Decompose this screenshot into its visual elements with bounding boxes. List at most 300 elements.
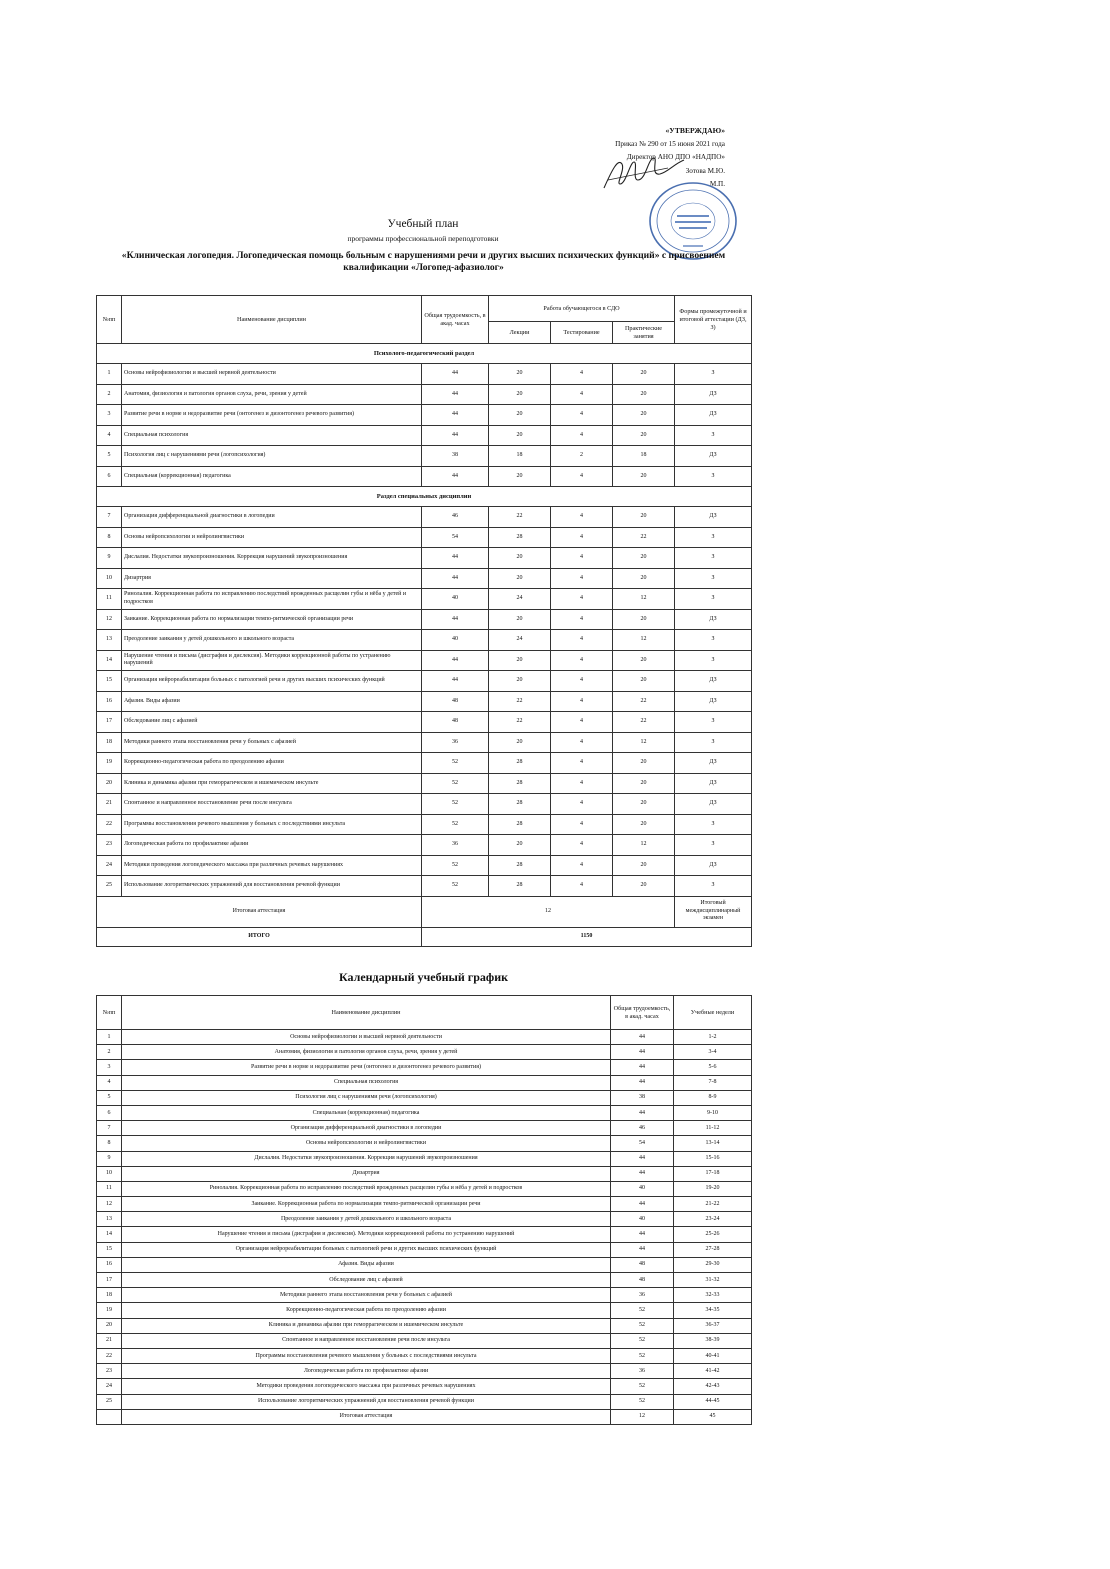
row-number: 1 [97,364,122,385]
study-weeks: 38-39 [674,1333,752,1348]
lecture-hours: 28 [489,527,551,548]
total-hours: 44 [611,1151,674,1166]
discipline-name: Преодоление заикания у детей дошкольного и школьного возраста [122,630,422,651]
table-row [97,609,752,630]
total-hours: 38 [611,1090,674,1105]
row-number: 25 [97,1394,122,1409]
discipline-name: Дислалия. Недостатки звукопроизношения. Коррекция нарушений звукопроизношения [122,548,422,569]
discipline-name: Обследование лиц с афазией [122,1273,611,1288]
row-number: 18 [97,732,122,753]
section-special [97,487,752,507]
discipline-name: Анатомия, физиология и патология органов слуха, речи, зрения у детей [122,384,422,405]
study-weeks: 11-12 [674,1121,752,1136]
cal-header-num: №пп [97,996,122,1030]
table-row [97,1364,752,1379]
row-number: 14 [97,650,122,671]
row-number: 8 [97,527,122,548]
discipline-name: Дислалия. Недостатки звукопроизношения. Коррекция нарушений звукопроизношения [122,1151,611,1166]
lecture-hours: 20 [489,425,551,446]
practice-hours: 22 [613,691,675,712]
discipline-name: Программы восстановления речевого мышления у больных с последствиями инсульта [122,814,422,835]
table-row [97,876,752,897]
total-hours: 44 [422,425,489,446]
table-row [97,364,752,385]
attestation-form: ДЗ [675,384,752,405]
testing-hours: 4 [551,364,613,385]
total-hours: 52 [611,1379,674,1394]
discipline-name: Логопедическая работа по профилактике афазии [122,1364,611,1379]
study-weeks: 21-22 [674,1197,752,1212]
practice-hours: 20 [613,405,675,426]
row-number: 22 [97,1348,122,1363]
attestation-form: З [675,814,752,835]
table-row [97,568,752,589]
discipline-name: Организация дифференциальной диагностики в логопедии [122,1121,611,1136]
table-row [97,1197,752,1212]
row-number: 15 [97,671,122,692]
col-header-lectures: Лекции [489,322,551,344]
row-number: 24 [97,855,122,876]
row-number: 10 [97,568,122,589]
total-label: ИТОГО [97,927,422,946]
attestation-form: ДЗ [675,773,752,794]
attestation-form: ДЗ [675,794,752,815]
discipline-name: Методики раннего этапа восстановления речи у больных с афазией [122,732,422,753]
total-hours: 44 [422,548,489,569]
attestation-form: ДЗ [675,446,752,467]
row-number: 4 [97,1075,122,1090]
lecture-hours: 20 [489,568,551,589]
total-hours: 44 [611,1227,674,1242]
table-row [97,384,752,405]
testing-hours: 4 [551,548,613,569]
cal-header-hours: Общая трудоемкость, в акад. часах [611,996,674,1030]
row-number: 14 [97,1227,122,1242]
testing-hours: 4 [551,732,613,753]
table-row [97,732,752,753]
table-row [97,1394,752,1409]
total-hours: 44 [611,1197,674,1212]
cal-header-weeks: Учебные недели [674,996,752,1030]
row-number: 17 [97,1273,122,1288]
approval-order: Приказ № 290 от 15 июня 2021 года [615,139,725,148]
practice-hours: 20 [613,568,675,589]
testing-hours: 4 [551,466,613,487]
total-hours: 52 [611,1303,674,1318]
lecture-hours: 22 [489,507,551,528]
table-row [97,1242,752,1257]
col-header-testing: Тестирование [551,322,613,344]
study-weeks: 25-26 [674,1227,752,1242]
lecture-hours: 20 [489,732,551,753]
final-attestation-label: Итоговая аттестация [97,896,422,927]
attestation-form: З [675,589,752,610]
discipline-name: Организация дифференциальной диагностики в логопедии [122,507,422,528]
study-weeks: 44-45 [674,1394,752,1409]
total-hours: 52 [422,773,489,794]
calendar-final-row [97,1409,752,1424]
row-number: 11 [97,589,122,610]
lecture-hours: 20 [489,364,551,385]
practice-hours: 20 [613,650,675,671]
col-header-practice: Практические занятия [613,322,675,344]
discipline-name: Основы нейрофизиологии и высшей нервной деятельности [122,1030,611,1045]
table-row [97,835,752,856]
row-number: 3 [97,405,122,426]
study-weeks: 34-35 [674,1303,752,1318]
section-special-label: Раздел специальных дисциплин [97,487,752,507]
total-hours: 44 [422,671,489,692]
table-row [97,650,752,671]
table-row [97,1166,752,1181]
discipline-name: Афазия. Виды афазии [122,691,422,712]
total-hours: 44 [611,1075,674,1090]
study-weeks: 42-43 [674,1379,752,1394]
row-number: 6 [97,1105,122,1120]
discipline-name: Организация нейрореабилитации больных с патологией речи и других высших психических функций [122,671,422,692]
study-weeks: 41-42 [674,1364,752,1379]
table-row [97,1045,752,1060]
testing-hours: 4 [551,527,613,548]
testing-hours: 4 [551,650,613,671]
attestation-form: ДЗ [675,691,752,712]
testing-hours: 4 [551,384,613,405]
row-number: 16 [97,691,122,712]
final-attestation-hours: 12 [422,896,675,927]
row-number: 6 [97,466,122,487]
discipline-name: Коррекционно-педагогическая работа по преодолению афазии [122,753,422,774]
practice-hours: 20 [613,855,675,876]
final-attestation-form: Итоговый междисциплинарный экзамен [675,896,752,927]
discipline-name: Спонтанное и направленное восстановление речи после инсульта [122,1333,611,1348]
lecture-hours: 22 [489,691,551,712]
discipline-name: Специальная (коррекционная) педагогика [122,1105,611,1120]
total-hours: 52 [422,794,489,815]
total-hours: 36 [611,1364,674,1379]
row-number: 11 [97,1181,122,1196]
lecture-hours: 28 [489,794,551,815]
discipline-name: Анатомия, физиология и патология органов слуха, речи, зрения у детей [122,1045,611,1060]
discipline-name: Нарушение чтения и письма (дисграфия и дислексия). Методики коррекционной работы по устранению нарушений [122,650,422,671]
practice-hours: 20 [613,364,675,385]
total-hours: 54 [422,527,489,548]
calendar-table [96,995,752,1425]
total-hours: 44 [611,1166,674,1181]
discipline-name: Основы нейропсихологии и нейролингвистики [122,1136,611,1151]
row-number: 20 [97,1318,122,1333]
testing-hours: 4 [551,609,613,630]
discipline-name: Нарушение чтения и письма (дисграфия и дислексия). Методики коррекционной работы по устранению нарушений [122,1227,611,1242]
final-attestation-name: Итоговая аттестация [122,1409,611,1424]
attestation-form: З [675,732,752,753]
lecture-hours: 24 [489,630,551,651]
row-number: 2 [97,384,122,405]
row-number: 5 [97,446,122,467]
testing-hours: 4 [551,691,613,712]
discipline-name: Психология лиц с нарушениями речи (логопсихология) [122,1090,611,1105]
program-name: «Клиническая логопедия. Логопедическая помощь больным с нарушениями речи и других высших психических функций» с присвоением квалификации «Логопед-афазиолог» [121,250,726,273]
lecture-hours: 24 [489,589,551,610]
table-row [97,773,752,794]
total-hours: 52 [422,855,489,876]
practice-hours: 18 [613,446,675,467]
attestation-form: З [675,364,752,385]
table-row [97,1288,752,1303]
lecture-hours: 28 [489,876,551,897]
total-hours: 44 [422,364,489,385]
testing-hours: 2 [551,446,613,467]
practice-hours: 20 [613,671,675,692]
study-weeks: 23-24 [674,1212,752,1227]
study-weeks: 9-10 [674,1105,752,1120]
attestation-form: З [675,712,752,733]
approval-name: Зотова М.Ю. [685,166,725,175]
testing-hours: 4 [551,671,613,692]
table-row [97,1257,752,1272]
table-row [97,1212,752,1227]
total-hours: 52 [422,753,489,774]
row-number: 12 [97,609,122,630]
table-row [97,507,752,528]
study-weeks: 13-14 [674,1136,752,1151]
testing-hours: 4 [551,794,613,815]
table-row [97,1227,752,1242]
table-row [97,1273,752,1288]
lecture-hours: 20 [489,835,551,856]
approval-header: «УТВЕРЖДАЮ» [665,126,725,135]
total-hours: 54 [611,1136,674,1151]
practice-hours: 20 [613,466,675,487]
lecture-hours: 20 [489,548,551,569]
section-psych-ped [97,344,752,364]
testing-hours: 4 [551,425,613,446]
discipline-name: Использование логоритмических упражнений для восстановления речевой функции [122,1394,611,1409]
table-row [97,405,752,426]
row-number: 21 [97,1333,122,1348]
testing-hours: 4 [551,630,613,651]
discipline-name: Коррекционно-педагогическая работа по преодолению афазии [122,1303,611,1318]
study-weeks: 32-33 [674,1288,752,1303]
discipline-name: Заикание. Коррекционная работа по нормализации темпо-ритмической организации речи [122,1197,611,1212]
table-row [97,425,752,446]
table-row [97,1181,752,1196]
practice-hours: 20 [613,425,675,446]
attestation-form: ДЗ [675,405,752,426]
row-number: 21 [97,794,122,815]
row-number: 23 [97,1364,122,1379]
total-hours: 52 [611,1318,674,1333]
approval-director: Директор АНО ДПО «НАДПО» [626,153,725,161]
total-hours: 52 [611,1348,674,1363]
curriculum-table [96,295,752,947]
table-row [97,794,752,815]
total-hours: 48 [422,691,489,712]
total-hours: 44 [422,568,489,589]
total-hours: 44 [422,384,489,405]
final-attestation-row [97,896,752,927]
row-number: 20 [97,773,122,794]
final-attestation-weeks: 45 [674,1409,752,1424]
table-row [97,814,752,835]
row-number: 7 [97,1121,122,1136]
plan-subtitle: программы профессиональной переподготовки [347,234,499,243]
total-hours: 40 [611,1181,674,1196]
row-number: 22 [97,814,122,835]
total-hours: 48 [611,1257,674,1272]
study-weeks: 5-6 [674,1060,752,1075]
table-row [97,1136,752,1151]
row-number: 9 [97,1151,122,1166]
discipline-name: Заикание. Коррекционная работа по нормализации темпо-ритмической организации речи [122,609,422,630]
study-weeks: 8-9 [674,1090,752,1105]
attestation-form: ДЗ [675,609,752,630]
practice-hours: 22 [613,712,675,733]
total-hours: 36 [422,835,489,856]
total-hours: 40 [611,1212,674,1227]
practice-hours: 12 [613,732,675,753]
row-number: 25 [97,876,122,897]
total-hours: 44 [611,1242,674,1257]
row-number: 23 [97,835,122,856]
row-number: 24 [97,1379,122,1394]
total-hours: 36 [422,732,489,753]
row-number: 10 [97,1166,122,1181]
cal-header-name: Наименование дисциплин [122,996,611,1030]
table-row [97,1030,752,1045]
testing-hours: 4 [551,507,613,528]
total-row [97,927,752,946]
discipline-name: Обследование лиц с афазией [122,712,422,733]
lecture-hours: 20 [489,384,551,405]
total-hours: 52 [422,876,489,897]
discipline-name: Ринолалия. Коррекционная работа по исправлению последствий врожденных расщелин губы и нёба у детей и подростков [122,589,422,610]
discipline-name: Клиника и динамика афазии при геморрагическом и ишемическом инсульте [122,1318,611,1333]
table-row [97,446,752,467]
lecture-hours: 20 [489,671,551,692]
study-weeks: 15-16 [674,1151,752,1166]
study-weeks: 17-18 [674,1166,752,1181]
table-row [97,671,752,692]
approval-mp: М.П. [709,180,725,188]
lecture-hours: 28 [489,855,551,876]
total-hours: 44 [422,405,489,426]
plan-title: Учебный план [387,218,459,230]
attestation-form: З [675,835,752,856]
row-number: 19 [97,1303,122,1318]
discipline-name: Методики раннего этапа восстановления речи у больных с афазией [122,1288,611,1303]
lecture-hours: 20 [489,650,551,671]
practice-hours: 20 [613,794,675,815]
practice-hours: 22 [613,527,675,548]
total-hours: 44 [611,1045,674,1060]
col-header-forms: Формы промежуточной и итоговой аттестации (ДЗ, З) [675,296,752,344]
attestation-form: З [675,527,752,548]
testing-hours: 4 [551,835,613,856]
discipline-name: Использование логоритмических упражнений для восстановления речевой функции [122,876,422,897]
total-hours: 44 [611,1105,674,1120]
table-row [97,1151,752,1166]
lecture-hours: 20 [489,405,551,426]
practice-hours: 20 [613,876,675,897]
practice-hours: 12 [613,589,675,610]
section-psych-ped-label: Психолого-педагогический раздел [97,344,752,364]
study-weeks: 3-4 [674,1045,752,1060]
attestation-form: З [675,650,752,671]
testing-hours: 4 [551,589,613,610]
total-hours: 44 [422,466,489,487]
testing-hours: 4 [551,814,613,835]
row-number: 7 [97,507,122,528]
practice-hours: 12 [613,835,675,856]
lecture-hours: 22 [489,712,551,733]
discipline-name: Методики проведения логопедического массажа при различных речевых нарушениях [122,1379,611,1394]
row-number: 13 [97,630,122,651]
study-weeks: 31-32 [674,1273,752,1288]
discipline-name: Афазия. Виды афазии [122,1257,611,1272]
total-hours: 52 [422,814,489,835]
row-number: 5 [97,1090,122,1105]
table-row [97,548,752,569]
attestation-form: ДЗ [675,507,752,528]
total-hours: 46 [611,1121,674,1136]
study-weeks: 1-2 [674,1030,752,1045]
total-hours: 46 [422,507,489,528]
discipline-name: Клиника и динамика афазии при геморрагическом и ишемическом инсульте [122,773,422,794]
practice-hours: 20 [613,548,675,569]
table-row [97,630,752,651]
total-hours: 44 [422,650,489,671]
table-row [97,1121,752,1136]
table-row [97,712,752,733]
testing-hours: 4 [551,405,613,426]
discipline-name: Развитие речи в норме и недоразвитие речи (онтогенез и дизонтогенез речевого развития) [122,1060,611,1075]
table-row [97,1379,752,1394]
row-number: 3 [97,1060,122,1075]
discipline-name: Дизартрия [122,1166,611,1181]
calendar-title: Календарный учебный график [338,970,509,984]
attestation-form: ДЗ [675,753,752,774]
attestation-form: З [675,630,752,651]
testing-hours: 4 [551,773,613,794]
discipline-name: Основы нейрофизиологии и высшей нервной деятельности [122,364,422,385]
table-row [97,1105,752,1120]
testing-hours: 4 [551,876,613,897]
practice-hours: 20 [613,753,675,774]
discipline-name: Специальная психология [122,1075,611,1090]
row-number: 12 [97,1197,122,1212]
table-row [97,1060,752,1075]
table-row [97,466,752,487]
col-header-sdo: Работа обучающегося в СДО [489,296,675,322]
testing-hours: 4 [551,568,613,589]
attestation-form: З [675,425,752,446]
lecture-hours: 28 [489,814,551,835]
total-hours: 48 [422,712,489,733]
study-weeks: 27-28 [674,1242,752,1257]
discipline-name: Основы нейропсихологии и нейролингвистики [122,527,422,548]
testing-hours: 4 [551,712,613,733]
attestation-form: ДЗ [675,855,752,876]
row-number: 1 [97,1030,122,1045]
discipline-name: Дизартрия [122,568,422,589]
row-number: 13 [97,1212,122,1227]
col-header-name: Наименование дисциплин [122,296,422,344]
discipline-name: Ринолалия. Коррекционная работа по исправлению последствий врожденных расщелин губы и нёба у детей и подростков [122,1181,611,1196]
attestation-form: З [675,548,752,569]
practice-hours: 20 [613,773,675,794]
table-row [97,527,752,548]
row-number: 18 [97,1288,122,1303]
